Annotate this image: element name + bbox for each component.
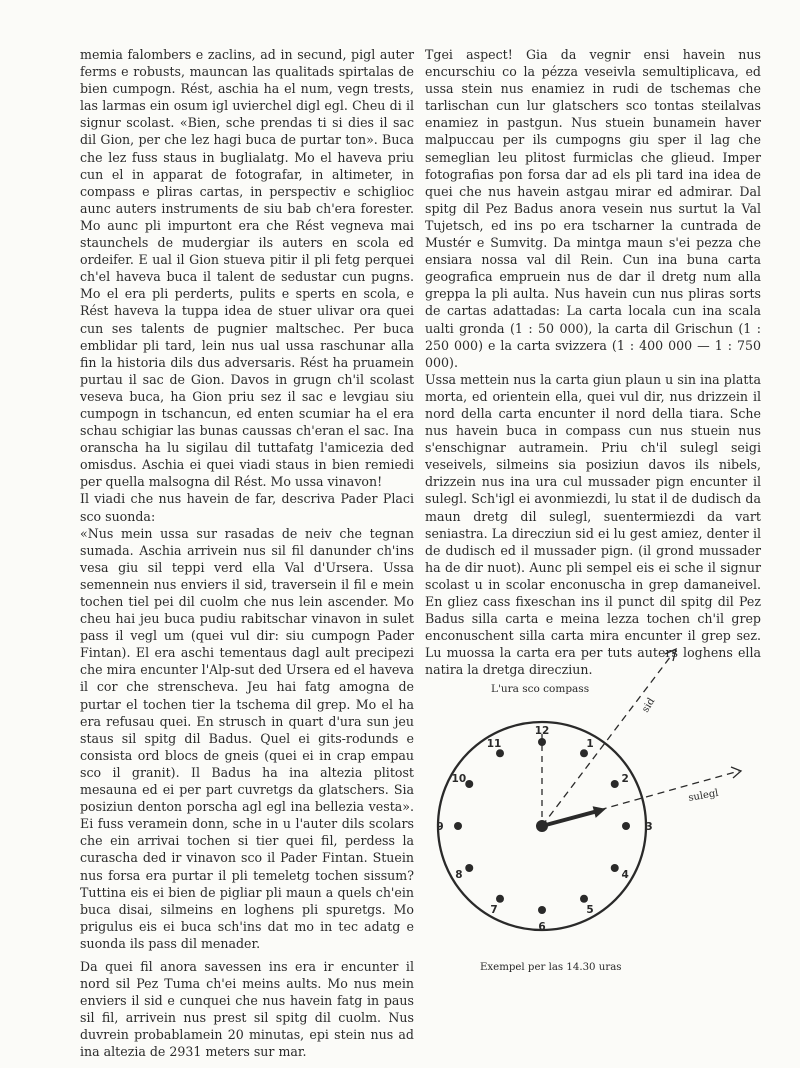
hour-dot: [496, 749, 504, 757]
hour-numeral: 10: [451, 773, 467, 785]
hour-dot: [622, 822, 630, 830]
hour-dot: [611, 780, 619, 788]
left-column: [80, 46, 414, 1068]
right-column: [425, 46, 761, 685]
hour-dot: [611, 864, 619, 872]
paragraph: Tgei aspect! Gia da vegnir ensi havein nus encurschiu co la pézza veseivla semultiplicava, ed ussa stein nus enamiez in rudi de tschemas che tarlischan cun lur glatschers sco tontas steilalvas enamiez in pastgun. Nus stuein bunamein haver malpuccau per ils cumpogns giu sper il lag che semeglian leu plitost furmiclas che glieud. Imper fotografias pon forsa dar ad els pli tard ina idea de quei che nus havein astgau mirar ed admirar. Dal spitg dil Pez Badus anora vesein nus surtut la Val Tujetsch, ed ins po era tscharner la cuntrada de Mustér e Sumvitg. Da mintga maun s'ei pezza che ensiara nossa val dil Rein. Cun ina buna carta geografica empruein nus de dar il dretg num alla greppa la pli aulta. Nus havein cun nus pliras sorts de cartas adattadas: La carta locala cun ina scala ualti gronda (1 : 50 000), la carta dil Grischun (1 : 250 000) e la carta svizzera (1 : 400 000 — 1 : 750 000).: [425, 47, 761, 370]
sid-arrowhead: [665, 649, 676, 661]
paragraph: «Nus mein ussa sur rasadas de neiv che tegnan sumada. Aschia arrivein nus sil fil danunder ch'ins vesa giu sil teppi verd ella Val d'Ursera. Ussa semennein nus enviers il sid, traversein il fil e mein tochen tiel pei dil cuolm che nus lein ascender. Mo cheu hai jeu buca pudiu rabitschar vinavon in sulet pass il vegl um (quei vul dir: siu cumpogn Pader Fintan). El era aschi tementaus dagl ault precipezi che mira encunter l'Alp-sut ded Ursera ed el haveva il cor che strenscheva. Jeu hai fatg amogna de purtar el tochen tier la tschema dil grep. Mo el ha era refusau quei. En strusch in quart d'ura sun jeu staus sil spitg dil Badus. Quel ei gits-rodunds e consista ord blocs de gneis (quei ei in crap empau sco il granit). Il Badus ha ina altezia plitost mesauna ed ei per part cuvretgs da glatschers. Sia posiziun denton porscha agl egl ina bellezia vesta». Ei fuss veramein donn, sche in u l'auter dils scolars che ein arrivai tochen si tier quei fil, perdess la curascha ded ir vinavon sco il Pader Fintan. Stuein nus forsa era purtar il pli temeletg tochen sissum? Tuttina eis ei bien de pigliar pli maun a quels ch'ein buca disai, silmeins en loghens pli spuretgs. Mo prigulus eis ei buca sch'ins dat mo in tec adatg e suonda ils pass dil menader.: [80, 525, 414, 951]
hour-hand: [542, 811, 598, 826]
paragraph: Il viadi che nus havein de far, descriva Pader Placi sco suonda:: [80, 491, 414, 524]
clock-compass-figure: [425, 640, 761, 985]
hour-hand-arrowhead: [593, 806, 606, 818]
hour-numeral: 8: [455, 869, 463, 881]
hour-numeral: 5: [586, 904, 594, 917]
hour-dot: [580, 749, 588, 757]
hour-numeral: 2: [621, 773, 629, 785]
clock-diagram: [425, 640, 761, 985]
hour-dot: [496, 895, 504, 903]
hour-dot: [538, 738, 546, 746]
figure-caption: Exempel per las 14.30 uras: [480, 962, 622, 973]
hour-dot: [465, 780, 473, 788]
hour-numeral: 12: [534, 725, 550, 737]
hour-numeral: 4: [621, 869, 629, 881]
clock-center: [536, 820, 548, 832]
hour-dot: [465, 864, 473, 872]
hour-dot: [580, 895, 588, 903]
hour-numeral: 9: [436, 821, 444, 833]
paragraph: memia falombers e zaclins, ad in secund, pigl auter ferms e robusts, mauncan las qualitads spirtalas de bien cumpogn. Rést, aschia ha el num, vegn trests, las larmas ein osum igl uvierchel digl egl. Cheu di il signur scolast. «Bien, sche prendas ti si dies il sac dil Gion, per che lez hagi buca de purtar ton». Buca che lez fuss staus in buglialatg. Mo el haveva priu cun el in apparat de fotografar, in altimeter, in compass e pliras cartas, in perspectiv e schiglioc aunc auters instruments de siu bab ch'era forester. Mo aunc pli impurtont era che Rést vegneva mai staunchels de mudergiar ils auters en scola ed ordeifer. E ual il Gion stueva pitir il pli fetg perquei ch'el haveva buca il talent de sedustar cun pugns. Mo el era pli perderts, pulits e sperts en scola, e Rést haveva la tuppa idea de stuer ulivar ora quei cun ses talents de pugnier maltschec. Per buca emblidar pli tard, lein nus ual ussa raschunar alla fin la historia dils dus adversaris. Rést ha pruamein purtau il sac de Gion. Davos in grugn ch'il scolast veseva buca, ha Gion priu sez il sac e levgiau siu cumpogn in tschancun, ed enten scumiar ha el era schau schigiar las bunas caussas ch'eran el sac. Ina oranscha ha lu sigilau dil tuttafatg l'amicezia ded omisdus. Aschia ei quei viadi staus in bien remiedi per quella malsogna dil Rést. Mo ussa vinavon!: [80, 47, 414, 490]
hour-dot: [454, 822, 462, 830]
hour-numeral: 3: [645, 821, 653, 833]
hour-numeral: 6: [538, 921, 546, 933]
hour-numeral: 11: [486, 737, 502, 750]
sid-label: sid: [640, 696, 658, 715]
figure-title: L'ura sco compass: [491, 683, 590, 695]
hour-numeral: 1: [586, 737, 594, 750]
hour-dot: [538, 906, 546, 914]
paragraph: Da quei fil anora savessen ins era ir encunter il nord sil Pez Tuma ch'ei meins aults. Mo nus mein enviers il sid e cunquei che nus havein fatg in paus sil fil, arrivein nus prest sil spitg dil cuolm. Nus duvrein probablamein 20 minutas, epi stein nus ad ina altezia de 2931 meters sur mar.: [80, 958, 414, 1060]
hour-numeral: 7: [490, 904, 498, 917]
paragraph: Ussa mettein nus la carta giun plaun u sin ina platta morta, ed orientein ella, quei vul dir, nus drizzein il nord della carta encunter il nord della tiara. Sche nus havein buca in compass cun nus stuein nus s'enschignar autramein. Priu ch'il sulegl seigi veseivels, silmeins sia posiziun davos ils nibels, drizzein nus ina ura cul mussader pign encunter il sulegl. Sch'igl ei avonmiezdi, lu stat il de dudisch da maun dretg dil sulegl, suentermiezdi da vart seniastra. La direcziun sid ei lu gest amiez, denter il de dudisch ed il mussader pign. (il grond mussader ha de dir nuot). Aunc pli sempel eis ei sche il signur scolast u in scolar enconuscha in grep damaneivel. En gliez cass fixeschan ins il punct dil spitg dil Pez Badus silla carta e meina lezza tochen ch'il grep enconuschent silla carta mira encunter il grep sez. Lu muossa la carta era per tuts auters loghens ella natira la dretga direcziun.: [425, 371, 761, 678]
sid-direction-line: [542, 652, 674, 826]
sulegl-label: sulegl: [687, 787, 720, 804]
